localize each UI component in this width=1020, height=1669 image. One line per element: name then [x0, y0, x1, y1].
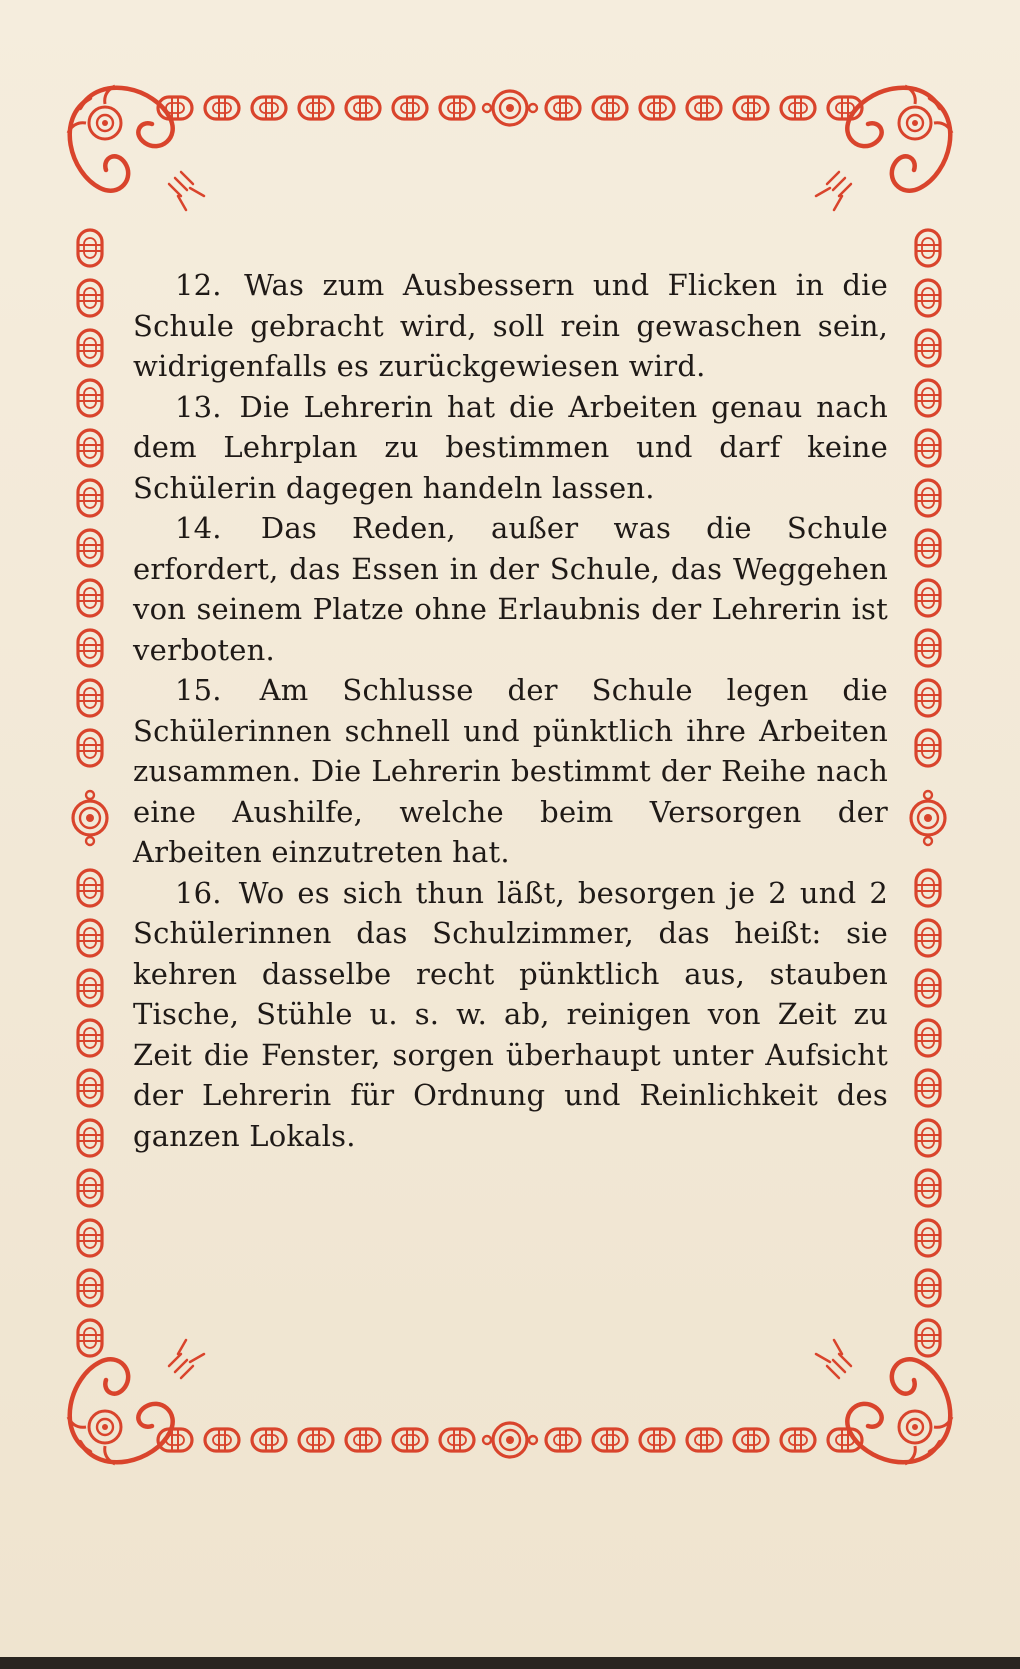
left-chain: [73, 230, 107, 1356]
paragraph-number: 14.: [175, 511, 222, 545]
paragraph-number: 15.: [175, 673, 222, 707]
paragraph-number: 13.: [175, 389, 222, 424]
paragraph-text: Was zum Ausbessern und Flicken in die Schule gebracht wird, soll rein gewaschen sein, widrigenfalls es zurückgewiesen wird.: [133, 268, 889, 383]
paragraph-number: 12.: [175, 268, 222, 302]
rules-text: [133, 265, 888, 1156]
paragraph-text: Das Reden, außer was die Schule erfordert, das Essen in der Schule, das Weggehen von seinem Platze ohne Erlaubnis der Lehrerin ist verboten.: [133, 511, 889, 667]
corner-bottom-right: [816, 1340, 952, 1464]
paragraph-14: [133, 508, 888, 670]
top-chain: [158, 91, 862, 125]
bottom-chain: [158, 1423, 862, 1457]
paragraph-text: Wo es sich thun läßt, besorgen je 2 und 2 Schülerinnen das Schulzimmer, das heißt: sie kehren dasselbe recht pünktlich aus, stauben Tische, Stühle u. s. w. ab, reinigen von Zeit zu Zeit die Fenster, sorgen überhaupt unter Aufsicht der Lehrerin für Ordnung und Reinlichkeit des ganzen Lokals.: [133, 875, 888, 1153]
paragraph-number: 16.: [175, 875, 222, 910]
corner-bottom-left: [68, 1340, 204, 1464]
paragraph-text: Am Schlusse der Schule legen die Schülerinnen schnell und pünktlich ihre Arbeiten zusammen. Die Lehrerin bestimmt der Reihe nach eine Aushilfe, welche beim Versorgen der Arbeiten einzutreten hat.: [133, 673, 888, 869]
paragraph-12: [133, 265, 888, 387]
paragraph-16: [133, 873, 888, 1157]
paragraph-text: Die Lehrerin hat die Arbeiten genau nach dem Lehrplan zu bestimmen und darf keine Schülerin dagegen handeln lassen.: [133, 389, 888, 505]
right-chain: [911, 230, 945, 1356]
paragraph-15: [133, 670, 888, 873]
paragraph-13: [133, 387, 888, 509]
